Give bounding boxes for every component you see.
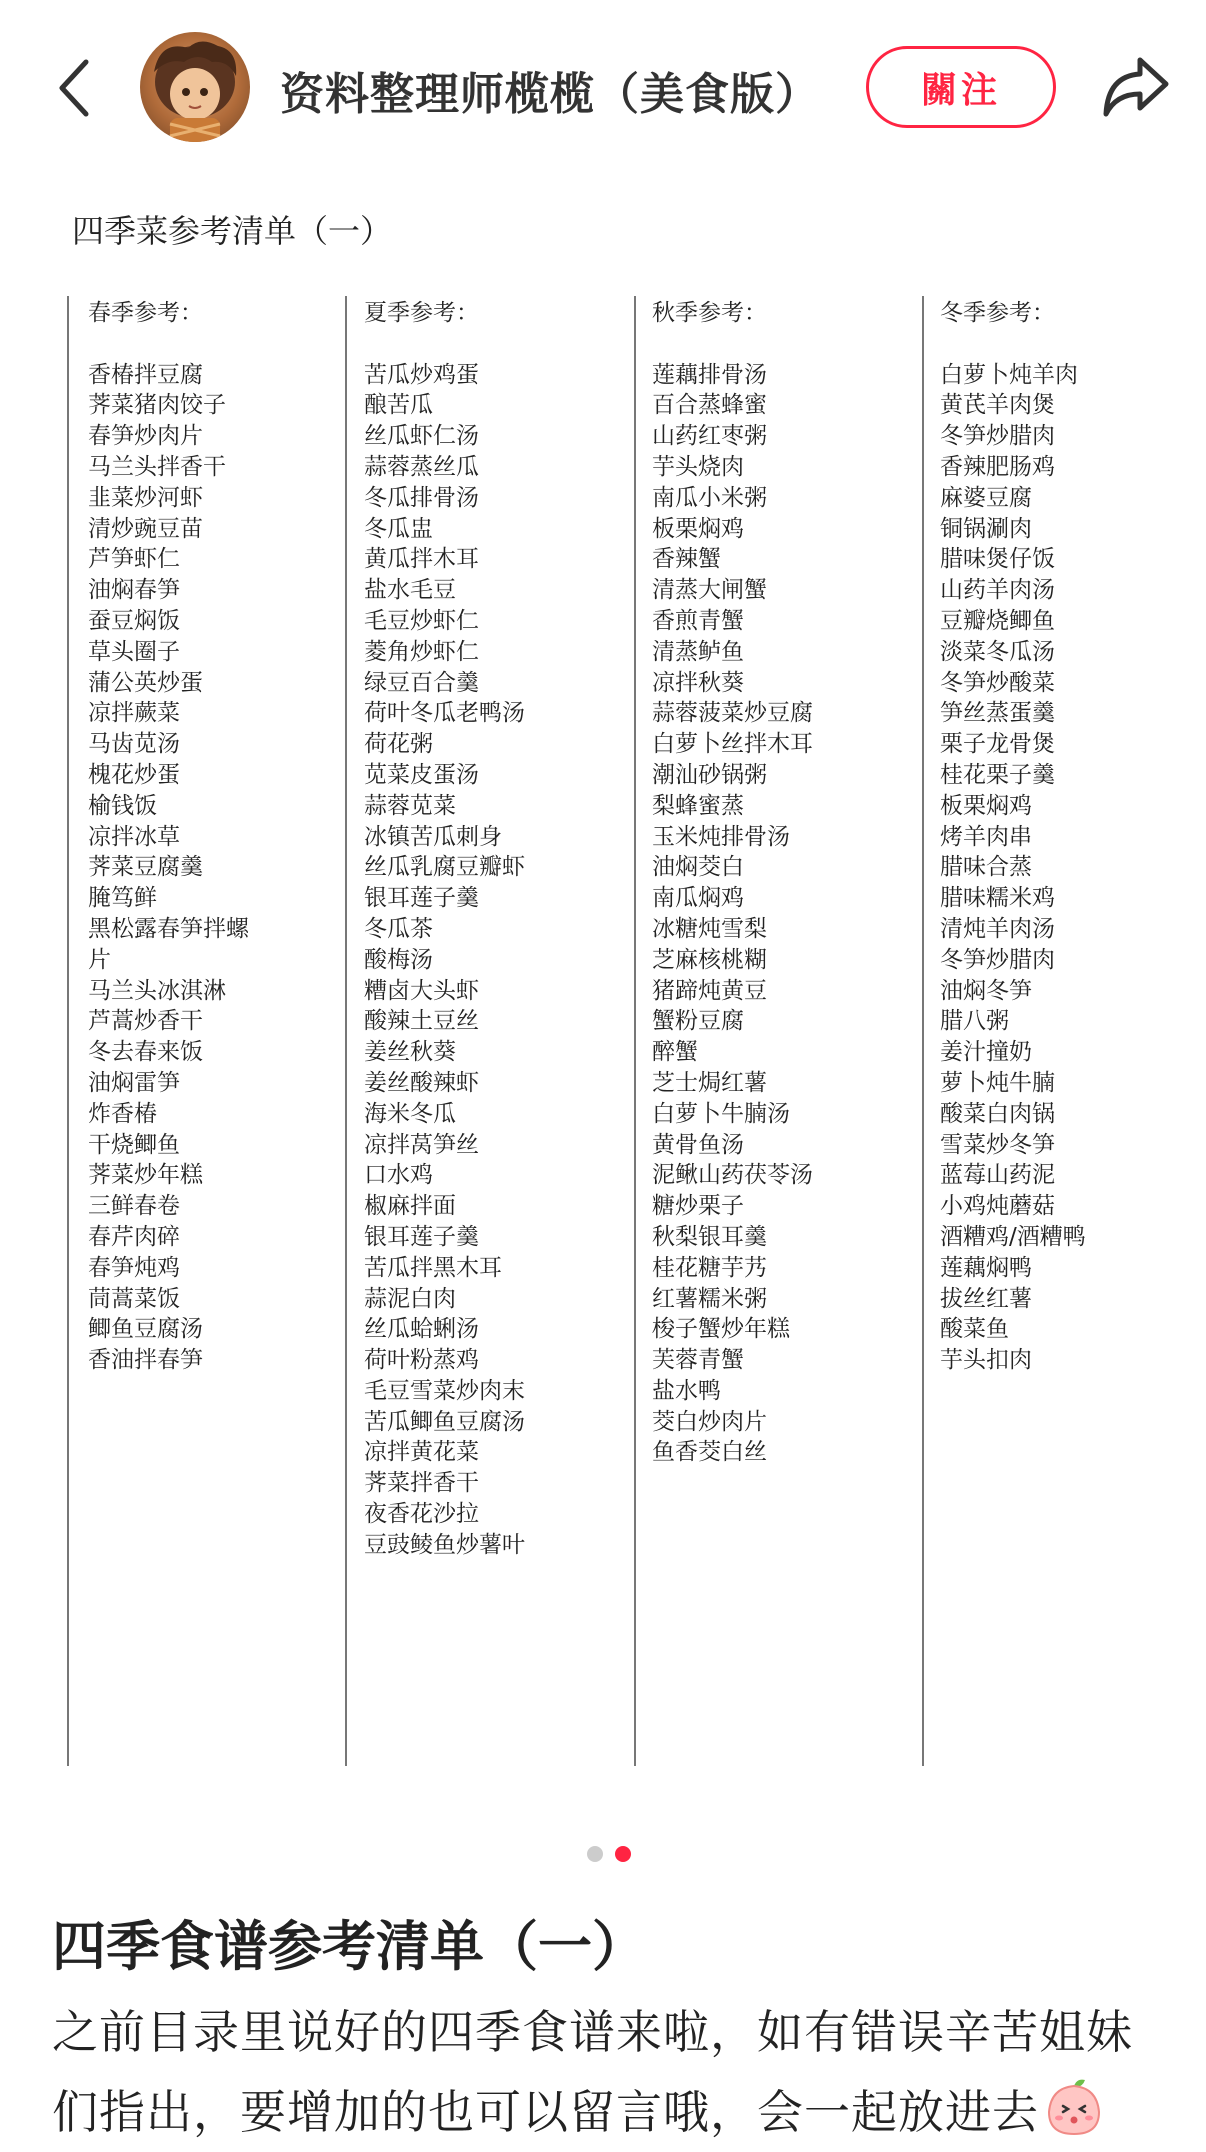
dish-item: 腊八粥 bbox=[940, 1008, 1009, 1035]
dish-item: 酒糟鸡/酒糟鸭 bbox=[940, 1223, 1086, 1250]
dish-item: 鲫鱼豆腐汤 bbox=[88, 1316, 203, 1343]
dish-item: 酸菜白肉锅 bbox=[940, 1100, 1055, 1127]
dish-item: 芝士焗红薯 bbox=[652, 1069, 767, 1096]
dish-item: 腊味糯米鸡 bbox=[940, 885, 1055, 912]
dish-item: 腊味合蒸 bbox=[940, 854, 1032, 881]
dish-item: 酿苦瓜 bbox=[364, 392, 433, 419]
autumn-column bbox=[652, 298, 813, 1468]
dish-item: 凉拌莴笋丝 bbox=[364, 1131, 479, 1158]
dish-item: 黄骨鱼汤 bbox=[652, 1131, 744, 1158]
dish-item: 韭菜炒河虾 bbox=[88, 484, 203, 511]
dish-item: 雪菜炒冬笋 bbox=[940, 1131, 1055, 1158]
dish-item: 山药红枣粥 bbox=[652, 423, 767, 450]
dish-item: 芝麻核桃糊 bbox=[652, 946, 767, 973]
dish-item: 冬笋炒酸菜 bbox=[940, 669, 1055, 696]
top-bar bbox=[0, 0, 1206, 180]
post-body-text: 之前目录里说好的四季食谱来啦，如有错误辛苦姐妹们指出，要增加的也可以留言哦，会一起放进去 bbox=[52, 2005, 1133, 2139]
dish-item: 蒜泥白肉 bbox=[364, 1285, 456, 1312]
dish-item: 黄芪羊肉煲 bbox=[940, 392, 1055, 419]
dish-item: 南瓜小米粥 bbox=[652, 484, 767, 511]
dish-item: 毛豆雪菜炒肉末 bbox=[364, 1377, 525, 1404]
dish-item: 猪蹄炖黄豆 bbox=[652, 977, 767, 1004]
dish-item: 豆豉鲮鱼炒薯叶 bbox=[364, 1531, 525, 1558]
dish-item: 马兰头拌香干 bbox=[88, 453, 226, 480]
dish-item: 姜丝酸辣虾 bbox=[364, 1069, 479, 1096]
avatar[interactable] bbox=[140, 32, 250, 142]
dish-item: 莲藕焖鸭 bbox=[940, 1254, 1032, 1281]
dish-item: 春芹肉碎 bbox=[88, 1223, 180, 1250]
column-divider bbox=[922, 296, 924, 1766]
dish-item: 苋菜皮蛋汤 bbox=[364, 761, 479, 788]
dish-item: 板栗焖鸡 bbox=[940, 792, 1032, 819]
peach-face-emoji-icon bbox=[1043, 2076, 1105, 2138]
dish-item: 蟹粉豆腐 bbox=[652, 1008, 744, 1035]
dish-item: 荷叶冬瓜老鸭汤 bbox=[364, 700, 525, 727]
dish-item: 酸辣土豆丝 bbox=[364, 1008, 479, 1035]
dish-item: 糟卤大头虾 bbox=[364, 977, 479, 1004]
dish-item: 丝瓜乳腐豆瓣虾 bbox=[364, 854, 525, 881]
dish-item: 盐水毛豆 bbox=[364, 577, 456, 604]
dish-item: 冰镇苦瓜刺身 bbox=[364, 823, 502, 850]
dish-item: 梭子蟹炒年糕 bbox=[652, 1316, 790, 1343]
dish-item: 红薯糯米粥 bbox=[652, 1285, 767, 1312]
dish-item: 冰糖炖雪梨 bbox=[652, 915, 767, 942]
dish-item: 玉米炖排骨汤 bbox=[652, 823, 790, 850]
dish-item: 黄瓜拌木耳 bbox=[364, 546, 479, 573]
dish-item: 麻婆豆腐 bbox=[940, 484, 1032, 511]
dish-item: 绿豆百合羹 bbox=[364, 669, 479, 696]
dish-item: 马齿苋汤 bbox=[88, 731, 180, 758]
dish-item: 桂花糖芋艿 bbox=[652, 1254, 767, 1281]
dish-item: 白萝卜炖羊肉 bbox=[940, 361, 1078, 388]
dish-item: 苦瓜鲫鱼豆腐汤 bbox=[364, 1408, 525, 1435]
dish-item: 烤羊肉串 bbox=[940, 823, 1032, 850]
column-divider bbox=[345, 296, 347, 1766]
column-divider bbox=[67, 296, 69, 1766]
dish-item: 苦瓜拌黑木耳 bbox=[364, 1254, 502, 1281]
author-name[interactable]: 资料整理师榄榄（美食版） bbox=[280, 69, 820, 120]
dish-item: 芦笋虾仁 bbox=[88, 546, 180, 573]
dish-item: 油焖春笋 bbox=[88, 577, 180, 604]
dish-item: 冬去春来饭 bbox=[88, 1039, 203, 1066]
dish-item: 拔丝红薯 bbox=[940, 1285, 1032, 1312]
summer-column bbox=[364, 298, 525, 1561]
dish-item: 蒜蓉苋菜 bbox=[364, 792, 456, 819]
dish-item: 白萝卜牛腩汤 bbox=[652, 1100, 790, 1127]
dish-item: 苦瓜炒鸡蛋 bbox=[364, 361, 479, 388]
dish-item: 油焖雷笋 bbox=[88, 1069, 180, 1096]
dish-item: 椒麻拌面 bbox=[364, 1193, 456, 1220]
dish-item: 茼蒿菜饭 bbox=[88, 1285, 180, 1312]
dish-item: 春笋炒肉片 bbox=[88, 423, 203, 450]
dish-item: 南瓜焖鸡 bbox=[652, 885, 744, 912]
carousel-indicator bbox=[0, 1846, 1206, 1866]
dish-item: 冬瓜盅 bbox=[364, 515, 433, 542]
dish-item: 萝卜炖牛腩 bbox=[940, 1069, 1055, 1096]
dish-item: 桂花栗子羹 bbox=[940, 761, 1055, 788]
column-divider bbox=[634, 296, 636, 1766]
share-icon[interactable] bbox=[1100, 54, 1170, 120]
dish-item: 凉拌黄花菜 bbox=[364, 1439, 479, 1466]
dish-item: 蚕豆焖饭 bbox=[88, 607, 180, 634]
dish-item: 冬笋炒腊肉 bbox=[940, 946, 1055, 973]
winter-column bbox=[940, 298, 1086, 1376]
dish-item: 荠菜猪肉饺子 bbox=[88, 392, 226, 419]
dish-item: 酸菜鱼 bbox=[940, 1316, 1009, 1343]
dish-item: 荠菜豆腐羹 bbox=[88, 854, 203, 881]
dish-item: 醉蟹 bbox=[652, 1039, 698, 1066]
dish-item: 冬笋炒腊肉 bbox=[940, 423, 1055, 450]
dish-item: 银耳莲子羹 bbox=[364, 885, 479, 912]
dish-item: 片 bbox=[88, 946, 111, 973]
dish-item: 黑松露春笋拌螺 bbox=[88, 915, 249, 942]
dish-item: 姜丝秋葵 bbox=[364, 1039, 456, 1066]
dish-item: 梨蜂蜜蒸 bbox=[652, 792, 744, 819]
dish-item: 栗子龙骨煲 bbox=[940, 731, 1055, 758]
dish-item: 丝瓜虾仁汤 bbox=[364, 423, 479, 450]
dish-item: 小鸡炖蘑菇 bbox=[940, 1193, 1055, 1220]
dish-item: 荷叶粉蒸鸡 bbox=[364, 1347, 479, 1374]
dish-item: 芋头烧肉 bbox=[652, 453, 744, 480]
dish-item: 凉拌蕨菜 bbox=[88, 700, 180, 727]
dish-item: 海米冬瓜 bbox=[364, 1100, 456, 1127]
dish-item: 三鲜春卷 bbox=[88, 1193, 180, 1220]
dish-item: 香辣蟹 bbox=[652, 546, 721, 573]
back-icon[interactable] bbox=[52, 56, 96, 120]
dish-item: 春笋炖鸡 bbox=[88, 1254, 180, 1281]
dish-item: 香煎青蟹 bbox=[652, 607, 744, 634]
dish-item: 冬瓜排骨汤 bbox=[364, 484, 479, 511]
dish-item: 干烧鲫鱼 bbox=[88, 1131, 180, 1158]
image-doc-title: 四季菜参考清单（一） bbox=[72, 212, 393, 250]
dish-item: 泥鳅山药茯苓汤 bbox=[652, 1162, 813, 1189]
dish-item: 芙蓉青蟹 bbox=[652, 1347, 744, 1374]
dish-item: 莲藕排骨汤 bbox=[652, 361, 767, 388]
dish-item: 清蒸大闸蟹 bbox=[652, 577, 767, 604]
dish-item: 油焖冬笋 bbox=[940, 977, 1032, 1004]
dish-item: 口水鸡 bbox=[364, 1162, 433, 1189]
spring-column bbox=[88, 298, 249, 1376]
dish-item: 豆瓣烧鲫鱼 bbox=[940, 607, 1055, 634]
carousel-dot[interactable] bbox=[587, 1846, 603, 1862]
dish-item: 银耳莲子羹 bbox=[364, 1223, 479, 1250]
dish-item: 凉拌冰草 bbox=[88, 823, 180, 850]
dish-item: 腌笃鲜 bbox=[88, 885, 157, 912]
dish-item: 铜锅涮肉 bbox=[940, 515, 1032, 542]
dish-item: 荠菜炒年糕 bbox=[88, 1162, 203, 1189]
dish-item: 秋梨银耳羹 bbox=[652, 1223, 767, 1250]
dish-item: 清炒豌豆苗 bbox=[88, 515, 203, 542]
dish-item: 香油拌春笋 bbox=[88, 1347, 203, 1374]
dish-item: 芦蒿炒香干 bbox=[88, 1008, 203, 1035]
dish-item: 笋丝蒸蛋羹 bbox=[940, 700, 1055, 727]
dish-item: 丝瓜蛤蜊汤 bbox=[364, 1316, 479, 1343]
dish-item: 茭白炒肉片 bbox=[652, 1408, 767, 1435]
dish-item: 凉拌秋葵 bbox=[652, 669, 744, 696]
post-title: 四季食谱参考清单（一） bbox=[52, 1915, 646, 1978]
dish-item: 蒲公英炒蛋 bbox=[88, 669, 203, 696]
dish-item: 板栗焖鸡 bbox=[652, 515, 744, 542]
dish-item: 蒜蓉蒸丝瓜 bbox=[364, 453, 479, 480]
column-heading: 冬季参考： bbox=[940, 300, 1055, 326]
dish-item: 盐水鸭 bbox=[652, 1377, 721, 1404]
dish-item: 山药羊肉汤 bbox=[940, 577, 1055, 604]
dish-item: 淡菜冬瓜汤 bbox=[940, 638, 1055, 665]
dish-item: 百合蒸蜂蜜 bbox=[652, 392, 767, 419]
dish-item: 香辣肥肠鸡 bbox=[940, 453, 1055, 480]
dish-item: 蓝莓山药泥 bbox=[940, 1162, 1055, 1189]
dish-item: 芋头扣肉 bbox=[940, 1347, 1032, 1374]
dish-item: 马兰头冰淇淋 bbox=[88, 977, 226, 1004]
follow-button[interactable]: 關注 bbox=[866, 46, 1056, 128]
dish-item: 炸香椿 bbox=[88, 1100, 157, 1127]
dish-item: 清蒸鲈鱼 bbox=[652, 638, 744, 665]
carousel-dot-active[interactable] bbox=[615, 1846, 631, 1862]
dish-item: 腊味煲仔饭 bbox=[940, 546, 1055, 573]
dish-item: 香椿拌豆腐 bbox=[88, 361, 203, 388]
dish-item: 白萝卜丝拌木耳 bbox=[652, 731, 813, 758]
dish-item: 酸梅汤 bbox=[364, 946, 433, 973]
column-heading: 秋季参考： bbox=[652, 300, 767, 326]
dish-item: 清炖羊肉汤 bbox=[940, 915, 1055, 942]
dish-item: 榆钱饭 bbox=[88, 792, 157, 819]
column-heading: 夏季参考： bbox=[364, 300, 479, 326]
dish-item: 鱼香茭白丝 bbox=[652, 1439, 767, 1466]
dish-item: 夜香花沙拉 bbox=[364, 1501, 479, 1528]
post-body bbox=[52, 1992, 1172, 2152]
dish-item: 草头圈子 bbox=[88, 638, 180, 665]
dish-item: 油焖茭白 bbox=[652, 854, 744, 881]
dish-item: 蒜蓉菠菜炒豆腐 bbox=[652, 700, 813, 727]
dish-item: 荠菜拌香干 bbox=[364, 1470, 479, 1497]
dish-item: 姜汁撞奶 bbox=[940, 1039, 1032, 1066]
dish-item: 荷花粥 bbox=[364, 731, 433, 758]
dish-item: 菱角炒虾仁 bbox=[364, 638, 479, 665]
column-heading: 春季参考： bbox=[88, 300, 203, 326]
dish-item: 潮汕砂锅粥 bbox=[652, 761, 767, 788]
dish-item: 槐花炒蛋 bbox=[88, 761, 180, 788]
dish-item: 糖炒栗子 bbox=[652, 1193, 744, 1220]
dish-item: 冬瓜茶 bbox=[364, 915, 433, 942]
dish-item: 毛豆炒虾仁 bbox=[364, 607, 479, 634]
